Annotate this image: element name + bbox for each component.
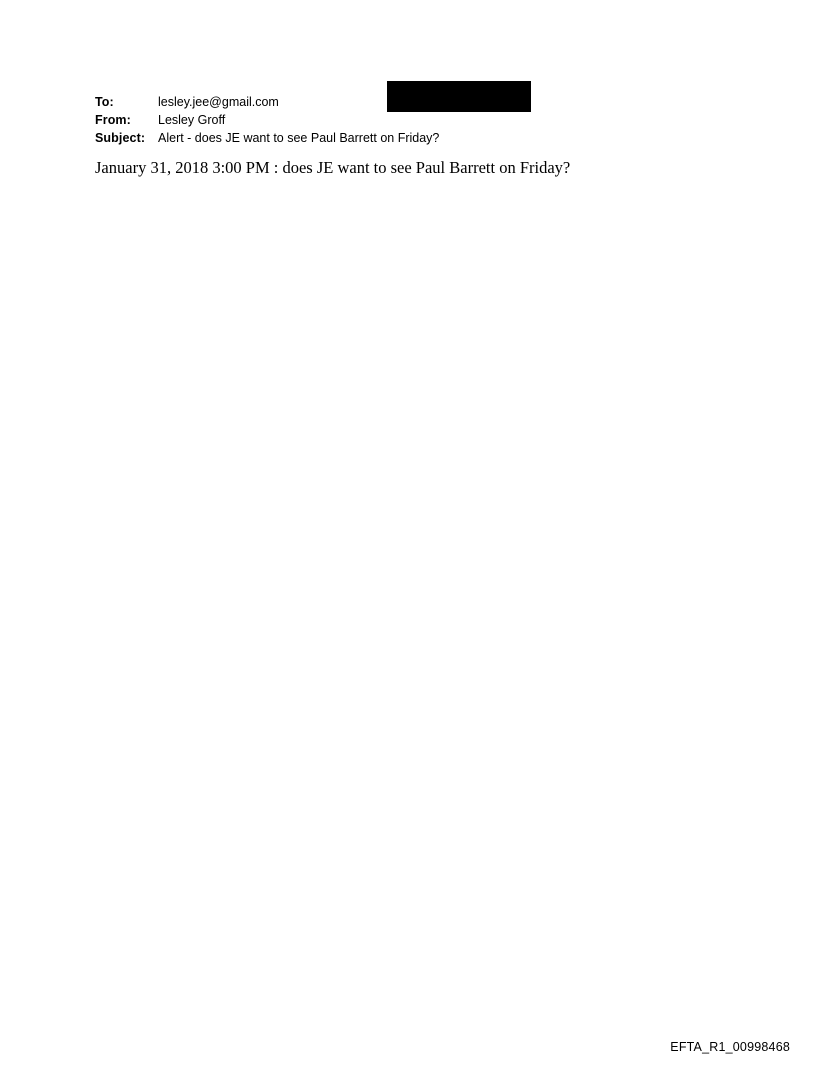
subject-value: Alert - does JE want to see Paul Barrett on Friday?	[158, 131, 440, 145]
redaction-bar	[387, 81, 531, 112]
header-row-subject	[95, 129, 715, 147]
email-body-text: January 31, 2018 3:00 PM : does JE want to see Paul Barrett on Friday?	[95, 158, 571, 177]
bates-number-stamp: EFTA_R1_00998468	[670, 1040, 790, 1054]
from-value: Lesley Groff	[158, 113, 226, 127]
header-row-to	[95, 93, 715, 111]
to-value: lesley.jee@gmail.com	[158, 95, 279, 109]
subject-label: Subject:	[95, 131, 146, 145]
header-row-from	[95, 111, 715, 129]
from-label: From:	[95, 113, 131, 127]
email-header-block	[95, 93, 715, 147]
to-label: To:	[95, 95, 114, 109]
